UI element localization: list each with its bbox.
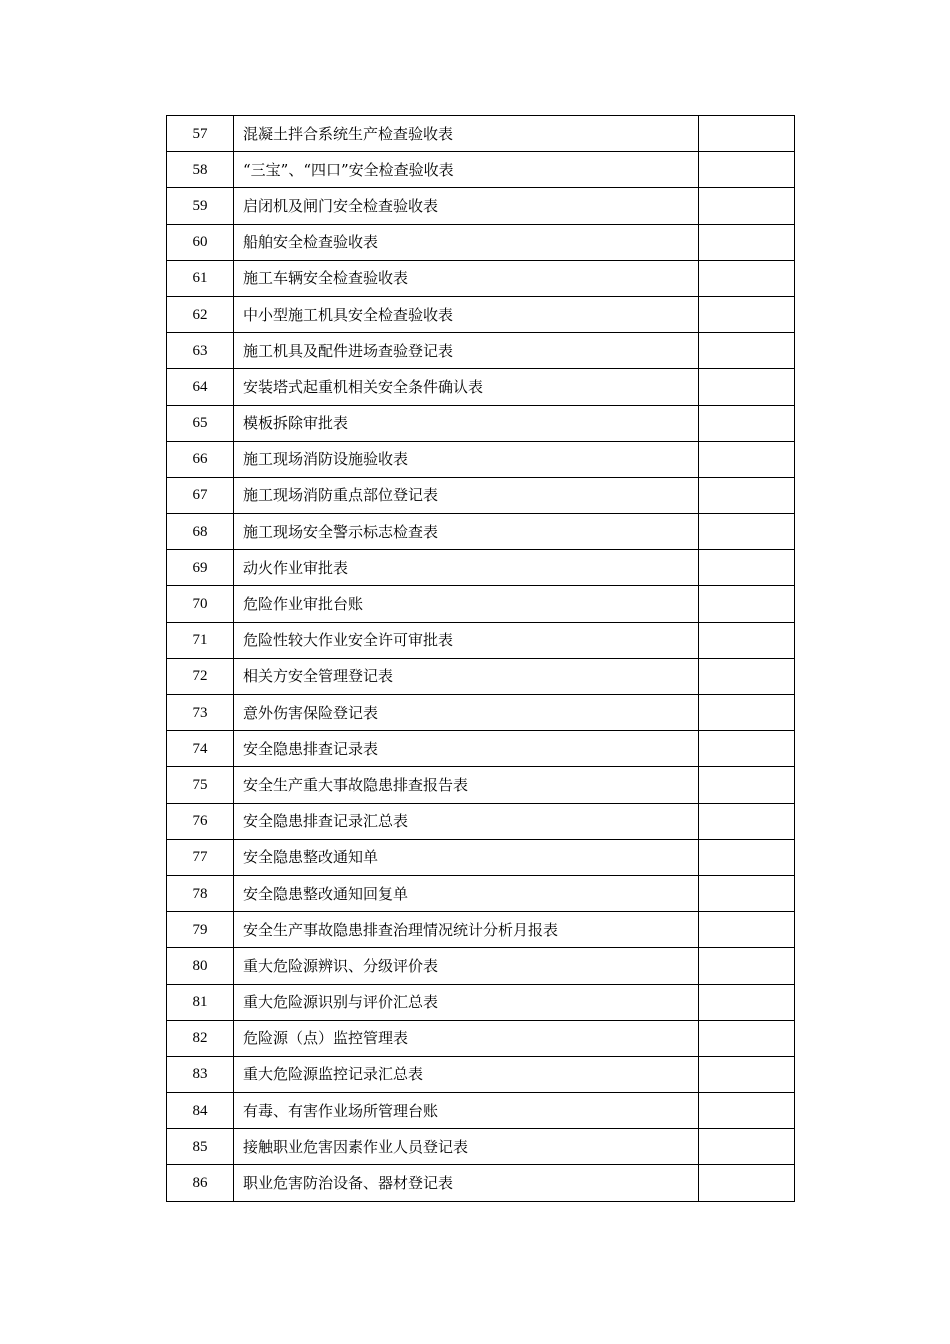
row-number-cell: 59 (167, 188, 234, 224)
table-row (167, 224, 795, 260)
empty-cell (699, 260, 795, 296)
empty-cell (699, 116, 795, 152)
empty-cell (699, 1165, 795, 1201)
table-row (167, 1165, 795, 1201)
form-name-cell: 施工机具及配件进场查验登记表 (234, 333, 699, 369)
table-row (167, 803, 795, 839)
empty-cell (699, 912, 795, 948)
row-number-cell: 84 (167, 1093, 234, 1129)
empty-cell (699, 948, 795, 984)
empty-cell (699, 622, 795, 658)
form-name-cell: 有毒、有害作业场所管理台账 (234, 1093, 699, 1129)
row-number-cell: 62 (167, 296, 234, 332)
row-number-cell: 58 (167, 152, 234, 188)
form-name-cell: 危险源（点）监控管理表 (234, 1020, 699, 1056)
form-name-cell: 安全隐患排查记录表 (234, 731, 699, 767)
empty-cell (699, 224, 795, 260)
table-row (167, 441, 795, 477)
row-number-cell: 76 (167, 803, 234, 839)
row-number-cell: 74 (167, 731, 234, 767)
table-row (167, 296, 795, 332)
table-row (167, 731, 795, 767)
form-name-cell: 安全隐患整改通知回复单 (234, 875, 699, 911)
empty-cell (699, 695, 795, 731)
table-row (167, 1056, 795, 1092)
empty-cell (699, 984, 795, 1020)
table-row (167, 550, 795, 586)
form-name-cell: 施工现场消防重点部位登记表 (234, 477, 699, 513)
form-name-cell: 施工现场安全警示标志检查表 (234, 514, 699, 550)
table-row (167, 658, 795, 694)
empty-cell (699, 658, 795, 694)
empty-cell (699, 1056, 795, 1092)
table-row (167, 622, 795, 658)
empty-cell (699, 767, 795, 803)
form-name-cell: 相关方安全管理登记表 (234, 658, 699, 694)
empty-cell (699, 875, 795, 911)
row-number-cell: 77 (167, 839, 234, 875)
empty-cell (699, 477, 795, 513)
form-name-cell: 中小型施工机具安全检查验收表 (234, 296, 699, 332)
row-number-cell: 81 (167, 984, 234, 1020)
table-row (167, 875, 795, 911)
empty-cell (699, 296, 795, 332)
row-number-cell: 70 (167, 586, 234, 622)
table-row (167, 586, 795, 622)
form-name-cell: 安全隐患排查记录汇总表 (234, 803, 699, 839)
empty-cell (699, 152, 795, 188)
form-name-cell: 重大危险源识别与评价汇总表 (234, 984, 699, 1020)
form-name-cell: 安全生产重大事故隐患排查报告表 (234, 767, 699, 803)
table-row (167, 839, 795, 875)
empty-cell (699, 405, 795, 441)
row-number-cell: 57 (167, 116, 234, 152)
form-name-cell: 职业危害防治设备、器材登记表 (234, 1165, 699, 1201)
table-row (167, 948, 795, 984)
form-name-cell: 模板拆除审批表 (234, 405, 699, 441)
empty-cell (699, 586, 795, 622)
table-row (167, 116, 795, 152)
form-name-cell: 接触职业危害因素作业人员登记表 (234, 1129, 699, 1165)
form-name-cell: 安装塔式起重机相关安全条件确认表 (234, 369, 699, 405)
table-row (167, 369, 795, 405)
table-row (167, 333, 795, 369)
table-row (167, 984, 795, 1020)
row-number-cell: 71 (167, 622, 234, 658)
form-name-cell: 安全隐患整改通知单 (234, 839, 699, 875)
table-row (167, 912, 795, 948)
form-name-cell: 船舶安全检查验收表 (234, 224, 699, 260)
row-number-cell: 78 (167, 875, 234, 911)
row-number-cell: 63 (167, 333, 234, 369)
empty-cell (699, 803, 795, 839)
form-name-cell: 启闭机及闸门安全检查验收表 (234, 188, 699, 224)
row-number-cell: 69 (167, 550, 234, 586)
empty-cell (699, 333, 795, 369)
table-row (167, 477, 795, 513)
table-row (167, 1020, 795, 1056)
empty-cell (699, 839, 795, 875)
row-number-cell: 85 (167, 1129, 234, 1165)
form-name-cell: 危险作业审批台账 (234, 586, 699, 622)
form-list-table (166, 115, 795, 1202)
row-number-cell: 82 (167, 1020, 234, 1056)
table-row (167, 695, 795, 731)
row-number-cell: 60 (167, 224, 234, 260)
row-number-cell: 68 (167, 514, 234, 550)
row-number-cell: 86 (167, 1165, 234, 1201)
row-number-cell: 64 (167, 369, 234, 405)
row-number-cell: 83 (167, 1056, 234, 1092)
table-row (167, 188, 795, 224)
form-name-cell: 施工现场消防设施验收表 (234, 441, 699, 477)
row-number-cell: 72 (167, 658, 234, 694)
row-number-cell: 65 (167, 405, 234, 441)
empty-cell (699, 550, 795, 586)
empty-cell (699, 188, 795, 224)
row-number-cell: 73 (167, 695, 234, 731)
row-number-cell: 80 (167, 948, 234, 984)
empty-cell (699, 1093, 795, 1129)
form-name-cell: 施工车辆安全检查验收表 (234, 260, 699, 296)
form-name-cell: 危险性较大作业安全许可审批表 (234, 622, 699, 658)
empty-cell (699, 731, 795, 767)
form-name-cell: 意外伤害保险登记表 (234, 695, 699, 731)
form-name-cell: 动火作业审批表 (234, 550, 699, 586)
table-body (167, 116, 795, 1202)
table-row (167, 152, 795, 188)
form-name-cell: “三宝”、“四口”安全检查验收表 (234, 152, 699, 188)
row-number-cell: 79 (167, 912, 234, 948)
table-row (167, 405, 795, 441)
row-number-cell: 75 (167, 767, 234, 803)
form-name-cell: 安全生产事故隐患排查治理情况统计分析月报表 (234, 912, 699, 948)
empty-cell (699, 369, 795, 405)
table-row (167, 1129, 795, 1165)
form-name-cell: 混凝土拌合系统生产检查验收表 (234, 116, 699, 152)
form-name-cell: 重大危险源监控记录汇总表 (234, 1056, 699, 1092)
row-number-cell: 67 (167, 477, 234, 513)
empty-cell (699, 1129, 795, 1165)
table-row (167, 260, 795, 296)
empty-cell (699, 1020, 795, 1056)
table-row (167, 514, 795, 550)
table-row (167, 1093, 795, 1129)
empty-cell (699, 441, 795, 477)
empty-cell (699, 514, 795, 550)
table-row (167, 767, 795, 803)
form-name-cell: 重大危险源辨识、分级评价表 (234, 948, 699, 984)
row-number-cell: 66 (167, 441, 234, 477)
row-number-cell: 61 (167, 260, 234, 296)
